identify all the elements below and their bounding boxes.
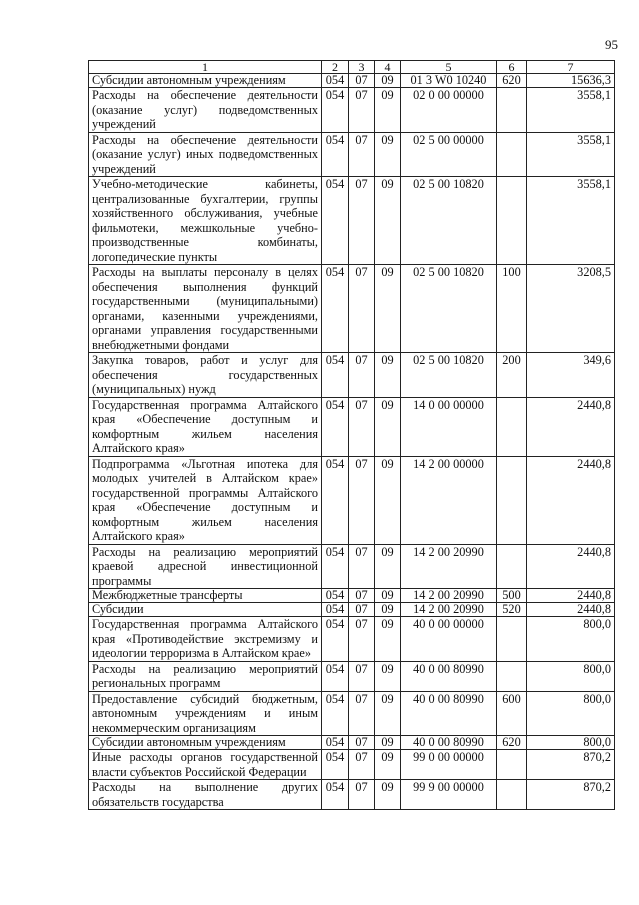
row-expense-type: 620 xyxy=(497,736,527,750)
row-section: 07 xyxy=(349,132,375,177)
row-target-article: 99 9 00 00000 xyxy=(401,780,497,810)
row-amount: 870,2 xyxy=(527,780,615,810)
row-name: Расходы на выполнение других обязательств государства xyxy=(89,780,322,810)
row-amount: 800,0 xyxy=(527,736,615,750)
row-amount: 2440,8 xyxy=(527,603,615,617)
row-target-article: 14 2 00 20990 xyxy=(401,544,497,589)
row-admin-code: 054 xyxy=(322,353,349,398)
row-target-article: 01 3 W0 10240 xyxy=(401,74,497,88)
row-expense-type xyxy=(497,750,527,780)
row-section: 07 xyxy=(349,736,375,750)
header-cell: 2 xyxy=(322,61,349,74)
row-amount: 2440,8 xyxy=(527,589,615,603)
row-subsection: 09 xyxy=(375,353,401,398)
row-expense-type: 600 xyxy=(497,691,527,736)
row-section: 07 xyxy=(349,544,375,589)
row-target-article: 40 0 00 80990 xyxy=(401,736,497,750)
row-expense-type xyxy=(497,780,527,810)
row-subsection: 09 xyxy=(375,544,401,589)
row-admin-code: 054 xyxy=(322,132,349,177)
header-cell: 7 xyxy=(527,61,615,74)
table-row xyxy=(89,74,615,88)
row-amount: 3208,5 xyxy=(527,265,615,353)
row-name: Расходы на реализацию мероприятий краевой адресной инвестиционной программы xyxy=(89,544,322,589)
row-expense-type: 200 xyxy=(497,353,527,398)
row-expense-type xyxy=(497,397,527,456)
row-admin-code: 054 xyxy=(322,544,349,589)
header-cell: 5 xyxy=(401,61,497,74)
table-row xyxy=(89,589,615,603)
row-target-article: 14 2 00 20990 xyxy=(401,603,497,617)
row-target-article: 99 0 00 00000 xyxy=(401,750,497,780)
row-expense-type xyxy=(497,132,527,177)
row-name: Иные расходы органов государственной власти субъектов Российской Федерации xyxy=(89,750,322,780)
header-cell: 4 xyxy=(375,61,401,74)
row-section: 07 xyxy=(349,265,375,353)
row-expense-type: 520 xyxy=(497,603,527,617)
header-cell: 6 xyxy=(497,61,527,74)
row-name: Субсидии автономным учреждениям xyxy=(89,736,322,750)
row-subsection: 09 xyxy=(375,750,401,780)
row-admin-code: 054 xyxy=(322,88,349,133)
row-section: 07 xyxy=(349,589,375,603)
header-cell: 1 xyxy=(89,61,322,74)
table-row xyxy=(89,750,615,780)
row-amount: 3558,1 xyxy=(527,177,615,265)
table-row xyxy=(89,691,615,736)
row-target-article: 40 0 00 80990 xyxy=(401,691,497,736)
row-admin-code: 054 xyxy=(322,780,349,810)
row-section: 07 xyxy=(349,177,375,265)
row-expense-type xyxy=(497,177,527,265)
row-admin-code: 054 xyxy=(322,177,349,265)
row-expense-type xyxy=(497,456,527,544)
row-section: 07 xyxy=(349,456,375,544)
row-subsection: 09 xyxy=(375,736,401,750)
table-row xyxy=(89,177,615,265)
table-row xyxy=(89,603,615,617)
row-name: Подпрограмма «Льготная ипотека для молодых учителей в Алтайском крае» государственной программы Алтайского края «Обеспечение доступным и комфортным жильем населения Алтайского края» xyxy=(89,456,322,544)
row-amount: 870,2 xyxy=(527,750,615,780)
table-row xyxy=(89,544,615,589)
row-name: Государственная программа Алтайского края «Обеспечение доступным и комфортным жильем населения Алтайского края» xyxy=(89,397,322,456)
row-section: 07 xyxy=(349,88,375,133)
row-admin-code: 054 xyxy=(322,661,349,691)
row-name: Субсидии xyxy=(89,603,322,617)
row-name: Расходы на обеспечение деятельности (оказание услуг) иных подведомственных учреждений xyxy=(89,132,322,177)
row-name: Учебно-методические кабинеты, централизованные бухгалтерии, группы хозяйственного обслуживания, учебные фильмотеки, межшкольные учебно-производственные комбинаты, логопедические пункты xyxy=(89,177,322,265)
row-amount: 15636,3 xyxy=(527,74,615,88)
row-expense-type: 620 xyxy=(497,74,527,88)
row-amount: 2440,8 xyxy=(527,544,615,589)
table-row xyxy=(89,265,615,353)
row-subsection: 09 xyxy=(375,780,401,810)
header-row xyxy=(89,61,615,74)
row-admin-code: 054 xyxy=(322,265,349,353)
table-body xyxy=(89,74,615,810)
row-target-article: 40 0 00 00000 xyxy=(401,617,497,662)
row-expense-type xyxy=(497,544,527,589)
row-amount: 800,0 xyxy=(527,661,615,691)
row-admin-code: 054 xyxy=(322,74,349,88)
row-admin-code: 054 xyxy=(322,589,349,603)
row-section: 07 xyxy=(349,661,375,691)
table-row xyxy=(89,397,615,456)
row-target-article: 02 5 00 10820 xyxy=(401,353,497,398)
row-amount: 800,0 xyxy=(527,691,615,736)
row-subsection: 09 xyxy=(375,132,401,177)
row-admin-code: 054 xyxy=(322,397,349,456)
row-name: Расходы на выплаты персоналу в целях обеспечения выполнения функций государственными (муниципальными) органами, казенными учреждениями, органами управления государственными внебюджетными фондами xyxy=(89,265,322,353)
row-expense-type: 100 xyxy=(497,265,527,353)
row-subsection: 09 xyxy=(375,603,401,617)
row-amount: 349,6 xyxy=(527,353,615,398)
row-amount: 3558,1 xyxy=(527,88,615,133)
row-subsection: 09 xyxy=(375,397,401,456)
header-cell: 3 xyxy=(349,61,375,74)
row-expense-type xyxy=(497,661,527,691)
row-amount: 3558,1 xyxy=(527,132,615,177)
row-section: 07 xyxy=(349,353,375,398)
row-amount: 2440,8 xyxy=(527,456,615,544)
row-amount: 2440,8 xyxy=(527,397,615,456)
row-name: Субсидии автономным учреждениям xyxy=(89,74,322,88)
row-target-article: 02 5 00 10820 xyxy=(401,177,497,265)
row-subsection: 09 xyxy=(375,74,401,88)
table-row xyxy=(89,780,615,810)
row-subsection: 09 xyxy=(375,456,401,544)
row-subsection: 09 xyxy=(375,617,401,662)
row-admin-code: 054 xyxy=(322,736,349,750)
row-subsection: 09 xyxy=(375,691,401,736)
row-name: Расходы на обеспечение деятельности (оказание услуг) подведомственных учреждений xyxy=(89,88,322,133)
row-expense-type xyxy=(497,617,527,662)
row-name: Межбюджетные трансферты xyxy=(89,589,322,603)
table-row xyxy=(89,617,615,662)
row-expense-type xyxy=(497,88,527,133)
row-target-article: 02 5 00 00000 xyxy=(401,132,497,177)
row-name: Расходы на реализацию мероприятий региональных программ xyxy=(89,661,322,691)
row-subsection: 09 xyxy=(375,589,401,603)
row-target-article: 14 0 00 00000 xyxy=(401,397,497,456)
row-subsection: 09 xyxy=(375,177,401,265)
table-row xyxy=(89,661,615,691)
row-admin-code: 054 xyxy=(322,691,349,736)
row-subsection: 09 xyxy=(375,661,401,691)
table-row xyxy=(89,132,615,177)
row-name: Предоставление субсидий бюджетным, автономным учреждениям и иным некоммерческим организациям xyxy=(89,691,322,736)
row-target-article: 14 2 00 20990 xyxy=(401,589,497,603)
table-row xyxy=(89,456,615,544)
row-target-article: 02 5 00 10820 xyxy=(401,265,497,353)
table-row xyxy=(89,353,615,398)
row-section: 07 xyxy=(349,603,375,617)
row-section: 07 xyxy=(349,780,375,810)
row-name: Государственная программа Алтайского края «Противодействие экстремизму и идеологии терроризма в Алтайском крае» xyxy=(89,617,322,662)
row-section: 07 xyxy=(349,691,375,736)
budget-table xyxy=(88,60,615,810)
table-row xyxy=(89,88,615,133)
row-target-article: 02 0 00 00000 xyxy=(401,88,497,133)
row-name: Закупка товаров, работ и услуг для обеспечения государственных (муниципальных) нужд xyxy=(89,353,322,398)
row-target-article: 40 0 00 80990 xyxy=(401,661,497,691)
row-target-article: 14 2 00 00000 xyxy=(401,456,497,544)
row-subsection: 09 xyxy=(375,88,401,133)
row-expense-type: 500 xyxy=(497,589,527,603)
row-admin-code: 054 xyxy=(322,617,349,662)
table-row xyxy=(89,736,615,750)
row-amount: 800,0 xyxy=(527,617,615,662)
row-admin-code: 054 xyxy=(322,603,349,617)
row-admin-code: 054 xyxy=(322,456,349,544)
page-number: 95 xyxy=(605,37,618,52)
row-section: 07 xyxy=(349,750,375,780)
row-section: 07 xyxy=(349,617,375,662)
row-section: 07 xyxy=(349,74,375,88)
row-subsection: 09 xyxy=(375,265,401,353)
row-section: 07 xyxy=(349,397,375,456)
row-admin-code: 054 xyxy=(322,750,349,780)
